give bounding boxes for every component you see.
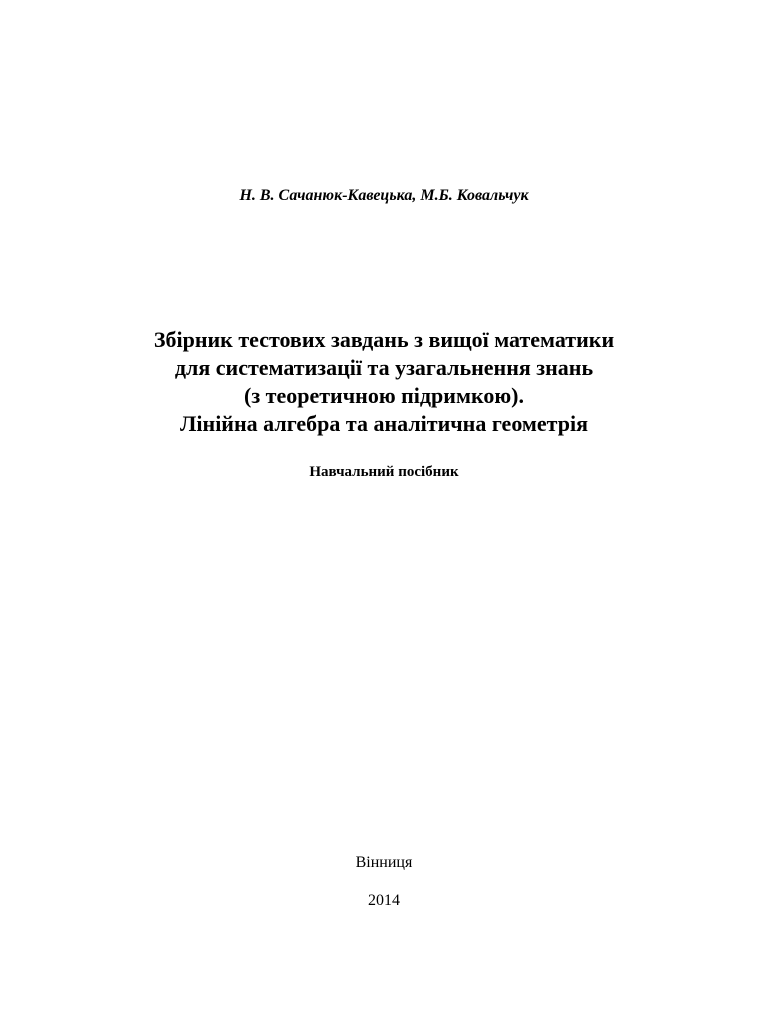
title-line-4: Лінійна алгебра та аналітична геометрія xyxy=(180,411,588,436)
title-line-1: Збірник тестових завдань з вищої математики xyxy=(153,327,615,352)
title-line-3: (з теоретичною підримкою). xyxy=(244,383,524,408)
document-type: Навчальний посібник xyxy=(309,464,459,480)
title-line-2: для систематизації та узагальнення знань xyxy=(174,355,594,380)
document-title xyxy=(0,326,768,438)
publication-year: 2014 xyxy=(368,892,400,909)
authors: Н. В. Сачанюк-Кавецька, М.Б. Ковальчук xyxy=(239,187,529,204)
publication-city: Вінниця xyxy=(355,854,413,871)
